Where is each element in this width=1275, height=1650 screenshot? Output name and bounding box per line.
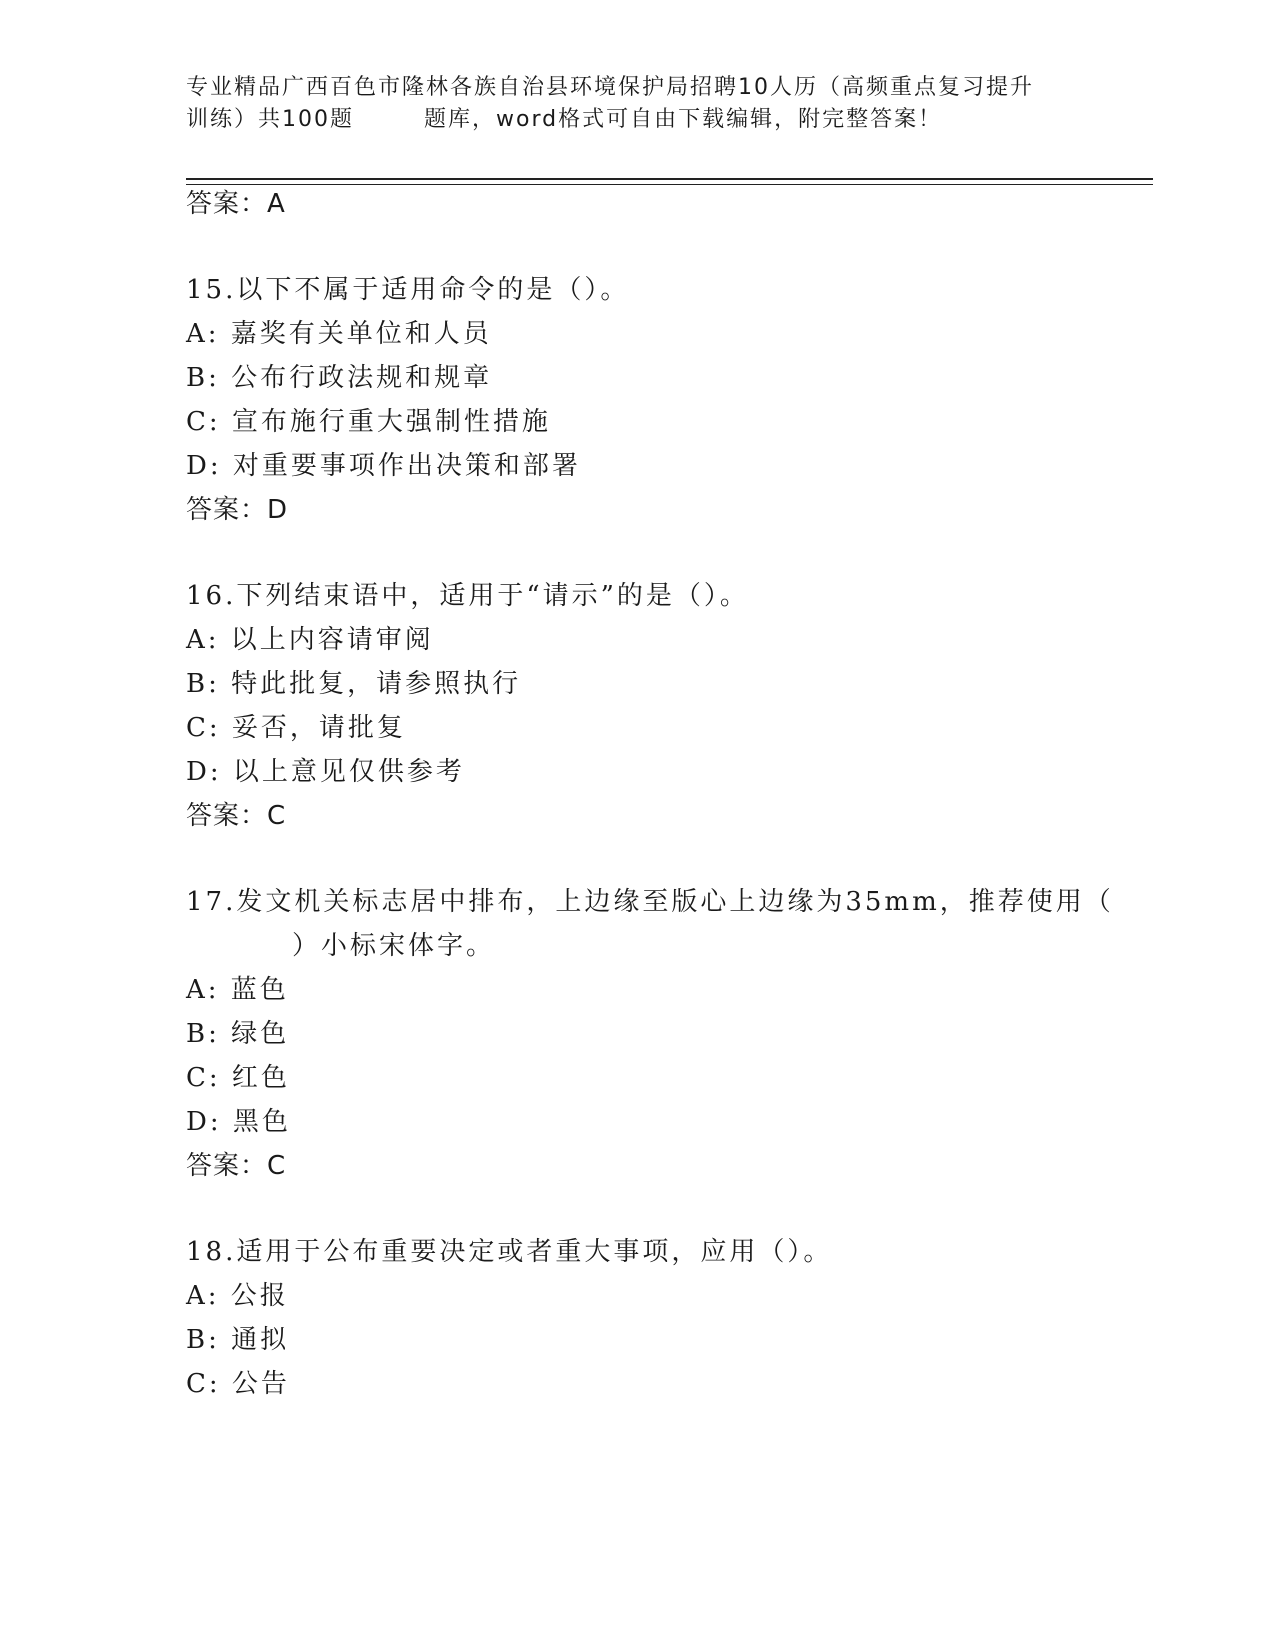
question-17-option-a: A: 蓝色 xyxy=(186,975,289,1005)
question-17-option-d: D: 黑色 xyxy=(186,1107,291,1137)
header-rule-thin xyxy=(186,184,1153,185)
question-16-option-c: C: 妥否，请批复 xyxy=(186,713,406,743)
question-15-stem: 15.以下不属于适用命令的是（）。 xyxy=(186,275,630,305)
page-header xyxy=(186,72,1086,136)
question-16-option-a: A: 以上内容请审阅 xyxy=(186,625,434,655)
question-18-option-b: B: 通拟 xyxy=(186,1325,290,1355)
header-title-part-b: 题库，word格式可自由下载编辑，附完整答案！ xyxy=(424,107,943,132)
question-18-stem: 18.适用于公布重要决定或者重大事项，应用（）。 xyxy=(186,1237,833,1267)
question-17-option-c: C: 红色 xyxy=(186,1063,290,1093)
question-16-option-d: D: 以上意见仅供参考 xyxy=(186,757,465,787)
question-16-option-b: B: 特此批复，请参照执行 xyxy=(186,669,522,699)
question-15-answer: 答案：D xyxy=(186,495,289,525)
question-17-stem-cont: ）小标宋体字。 xyxy=(292,931,496,961)
header-rule-thick xyxy=(186,178,1153,180)
question-17-answer: 答案：C xyxy=(186,1151,287,1181)
question-15-option-d: D: 对重要事项作出决策和部署 xyxy=(186,451,581,481)
question-15-option-a: A: 嘉奖有关单位和人员 xyxy=(186,319,492,349)
answer-prev: 答案：A xyxy=(186,189,286,219)
header-title-line1: 专业精品广西百色市隆林各族自治县环境保护局招聘10人历（高频重点复习提升 xyxy=(186,75,1034,100)
question-17-option-b: B: 绿色 xyxy=(186,1019,290,1049)
question-16-stem: 16.下列结束语中，适用于“请示”的是（）。 xyxy=(186,581,749,611)
header-title-part-a: 训练）共100题 xyxy=(186,107,354,132)
question-17-stem: 17.发文机关标志居中排布，上边缘至版心上边缘为35mm，推荐使用（ xyxy=(186,887,1114,917)
question-15-option-c: C: 宣布施行重大强制性措施 xyxy=(186,407,551,437)
question-16-answer: 答案：C xyxy=(186,801,287,831)
question-15-option-b: B: 公布行政法规和规章 xyxy=(186,363,493,393)
question-18-option-a: A: 公报 xyxy=(186,1281,289,1311)
header-title-line2 xyxy=(186,104,1086,136)
question-18-option-c: C: 公告 xyxy=(186,1369,290,1399)
